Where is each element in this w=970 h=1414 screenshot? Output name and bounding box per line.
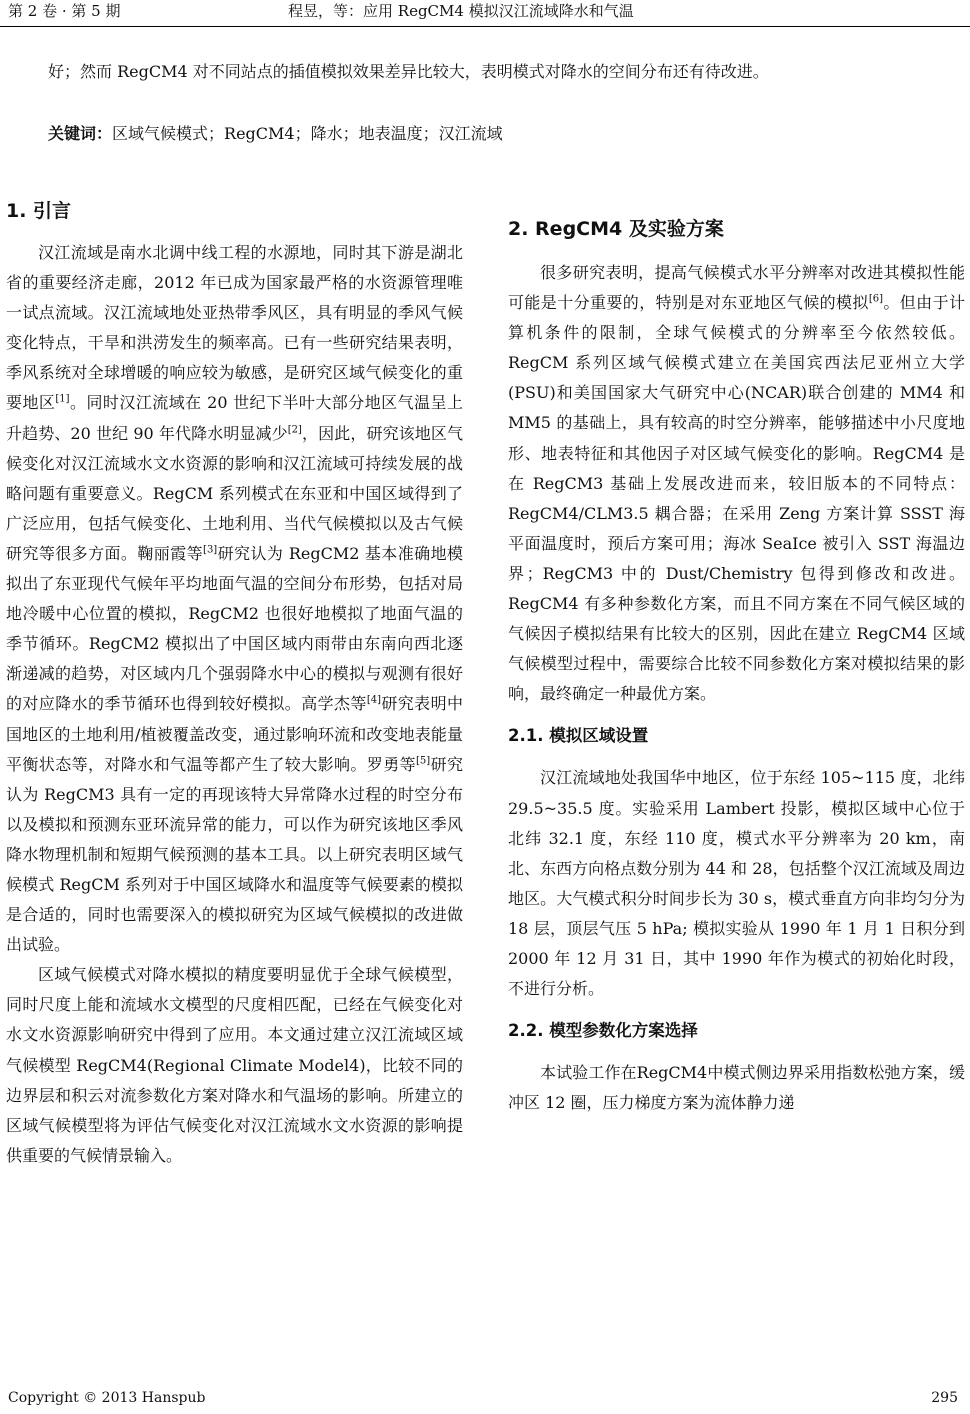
subsection-2-1-heading: 2.1. 模拟区域设置 (508, 726, 649, 746)
section-1-paragraph-1: 汉江流域是南水北调中线工程的水源地，同时其下游是湖北省的重要经济走廊，2012 年已成为国家最严格的水资源管理唯一试点流域。汉江流域地处亚热带季风区，具有明显的季风气候变化特点，干旱和洪涝发生的频率高。已有一些研究结果表明，季风系统对全球增暖的响应较为敏感，是研究区域气候变化的重要地区[1]。同时汉江流域在 20 世纪下半叶大部分地区气温呈上升趋势、20 世纪 90 年代降水明显减少[2]，因此，研究该地区气候变化对汉江流域水文水资源的影响和汉江流域可持续发展的战略问题有重要意义。RegCM 系列模式在东亚和中国区域得到了广泛应用，包括气候变化、土地利用、当代气候模拟以及古气候研究等很多方面。鞠丽霞等[3]研究认为 RegCM2 基本准确地模拟出了东亚现代气候年平均地面气温的空间分布形势，包括对局地冷暖中心位置的模拟，RegCM2 也很好地模拟了地面气温的季节循环。RegCM2 模拟出了中国区域内雨带由东南向西北逐渐递减的趋势，对区域内几个强弱降水中心的模拟与观测有很好的对应降水的季节循环也得到较好模拟。高学杰等[4]研究表明中国地区的土地利用/植被覆盖改变，通过影响环流和改变地表能量平衡状态等，对降水和气温等都产生了较大影响。罗勇等[5]研究认为 RegCM3 具有一定的再现该特大异常降水过程的时空分布以及模拟和预测东亚环流异常的能力，可以作为研究该地区季风降水物理机制和短期气候预测的基本工具。以上研究表明区域气候模式 RegCM 系列对于中国区域降水和温度等气候要素的模拟是合适的，同时也需要深入的模拟研究为区域气候模拟的改进做出试验。 (6, 243, 463, 955)
running-title: 程昱，等：应用 RegCM4 模拟汉江流域降水和气温 (288, 2, 634, 20)
citation-3[interactable]: [3] (203, 544, 218, 556)
keywords-text: 区域气候模式；RegCM4；降水；地表温度；汉江流域 (112, 124, 503, 143)
copyright: Copyright © 2013 Hanspub (8, 1390, 206, 1406)
section-1-paragraph-2: 区域气候模式对降水模拟的精度要明显优于全球气候模型，同时尺度上能和流域水文模型的尺度相匹配，已经在气候变化对水文水资源影响研究中得到了应用。本文通过建立汉江流域区域气候模型 RegCM4(Regional Climate Model4)，比较不同的边界层和积云对流参数化方案对降水和气温场的影响。所建立的区域气候模型将为评估气候变化对汉江流域水文水资源的影响提供重要的气候情景输入。 (6, 965, 463, 1165)
section-2-heading: 2. RegCM4 及实验方案 (508, 218, 724, 240)
page-number: 295 (931, 1390, 958, 1406)
header-rule (0, 26, 970, 27)
subsection-2-2-heading: 2.2. 模型参数化方案选择 (508, 1021, 698, 1041)
section-2-paragraph-1: 很多研究表明，提高气候模式水平分辨率对改进其模拟性能可能是十分重要的，特别是对东亚地区气候的模拟[6]。但由于计算机条件的限制，全球气候模式的分辨率至今依然较低。RegCM 系列区域气候模式建立在美国宾西法尼亚州立大学(PSU)和美国国家大气研究中心(NCAR)联合创建的 MM4 和 MM5 的基础上，具有较高的时空分辨率，能够描述中小尺度地形、地表特征和其他因子对区域气候变化的影响。RegCM4 是在 RegCM3 基础上发展改进而来，较旧版本的不同特点：RegCM4/CLM3.5 耦合器；在采用 Zeng 方案计算 SSST 海平面温度时，预后方案可用；海冰 SeaIce 被引入 SST 海温边界；RegCM3 中的 Dust/Chemistry 包得到修改和改进。RegCM4 有多种参数化方案，而且不同方案在不同气候区域的气候因子模拟结果有比较大的区别，因此在建立 RegCM4 区域气候模型过程中，需要综合比较不同参数化方案对模拟结果的影响，最终确定一种最优方案。 (508, 263, 965, 704)
section-1-heading: 1. 引言 (6, 200, 72, 222)
citation-2[interactable]: [2] (287, 424, 302, 436)
subsection-2-2-paragraph: 本试验工作在RegCM4中模式侧边界采用指数松弛方案，缓冲区 12 圈，压力梯度方案为流体静力递 (508, 1063, 965, 1113)
abstract-tail: 好；然而 RegCM4 对不同站点的插值模拟效果差异比较大，表明模式对降水的空间分布还有待改进。 (48, 62, 769, 81)
citation-4[interactable]: [4] (366, 695, 381, 707)
citation-5[interactable]: [5] (416, 755, 431, 767)
citation-6[interactable]: [6] (868, 293, 883, 305)
journal-issue: 第 2 卷 · 第 5 期 (8, 2, 121, 20)
subsection-2-1-paragraph: 汉江流域地处我国华中地区，位于东经 105~115 度，北纬 29.5~35.5 度。实验采用 Lambert 投影，模拟区域中心位于北纬 32.1 度，东经 110 度，模式水平分辨率为 20 km，南北、东西方向格点数分别为 44 和 28，包括整个汉江流域及周边地区。大气模式积分时间步长为 30 s，模式垂直方向非均匀分为 18 层，顶层气压 5 hPa; 模拟实验从 1990 年 1 月 1 日积分到 2000 年 12 月 31 日，其中 1990 年作为模式的初始化时段，不进行分析。 (508, 768, 965, 999)
right-column (508, 196, 965, 1118)
keywords-label: 关键词： (48, 124, 113, 143)
left-column (6, 196, 463, 1171)
running-header (0, 0, 970, 28)
keywords (48, 122, 928, 146)
citation-1[interactable]: [1] (55, 394, 70, 406)
